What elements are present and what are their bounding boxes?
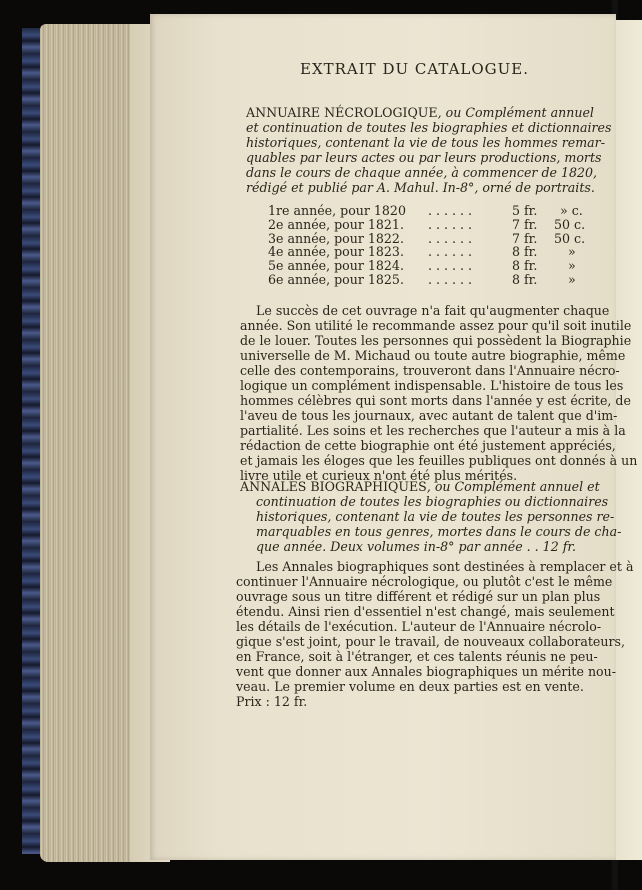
paragraph-line: Le succès de cet ouvrage n'a fait qu'augmenter chaque bbox=[256, 303, 610, 318]
paragraph-line: de le louer. Toutes les personnes qui possèdent la Biographie bbox=[240, 333, 632, 348]
paragraph-line: gique s'est joint, pour le travail, de nouveaux collaborateurs, bbox=[236, 634, 625, 649]
price-year: 2e année, pour 1821. bbox=[268, 216, 404, 232]
price-line: Prix : 12 fr. bbox=[236, 694, 308, 709]
annales-line: historiques, contenant la vie de toutes les personnes re- bbox=[256, 509, 615, 524]
price-year: 5e année, pour 1824. bbox=[268, 258, 404, 274]
annales-entry bbox=[240, 480, 600, 495]
price-table bbox=[268, 204, 588, 287]
annales-line: , ou Complément annuel et bbox=[426, 479, 600, 494]
annuaire-line: , ou Complément annuel bbox=[437, 105, 594, 120]
price-year: 1re année, pour 1820 bbox=[268, 203, 406, 218]
paragraph-line: étendu. Ainsi rien d'essentiel n'est changé, mais seulement bbox=[236, 604, 615, 619]
price-cents: » c. bbox=[560, 203, 583, 218]
price-row bbox=[268, 273, 588, 287]
annuaire-line: quables par leurs actes ou par leurs productions, morts bbox=[246, 150, 602, 165]
paragraph-line: en France, soit à l'étranger, et ces talents réunis ne peu- bbox=[236, 649, 598, 664]
price-row bbox=[268, 259, 588, 273]
paragraph-line: et jamais les éloges que les feuilles publiques ont donnés à un bbox=[240, 453, 638, 468]
paragraph-line: logique un complément indispensable. L'histoire de tous les bbox=[240, 378, 624, 393]
price-row bbox=[268, 232, 588, 246]
annuaire-line: dans le cours de chaque année, à commencer de 1820, bbox=[246, 165, 598, 180]
price-francs: 7 fr. bbox=[512, 230, 538, 246]
price-dots: . . . . . . bbox=[428, 203, 473, 218]
paragraph-line: l'aveu de tous les journaux, avec autant de talent que d'im- bbox=[240, 408, 618, 423]
annuaire-title: ANNUAIRE NÉCROLOGIQUE bbox=[246, 105, 438, 120]
price-cents: » bbox=[568, 271, 576, 287]
paragraph-line: universelle de M. Michaud ou toute autre biographie, même bbox=[240, 348, 626, 363]
price-year: 6e année, pour 1825. bbox=[268, 271, 404, 287]
paragraph-line: année. Son utilité le recommande assez pour qu'il soit inutile bbox=[240, 318, 632, 333]
price-row bbox=[268, 204, 588, 218]
paragraph-line: les détails de l'exécution. L'auteur de l'Annuaire nécrolo- bbox=[236, 619, 602, 634]
paragraph-line: continuer l'Annuaire nécrologique, ou plutôt c'est le même bbox=[236, 574, 613, 589]
price-dots: . . . . . . bbox=[428, 244, 473, 260]
price-dots: . . . . . . bbox=[428, 271, 473, 287]
paragraph-line: hommes célèbres qui sont morts dans l'année y est écrite, de bbox=[240, 393, 631, 408]
annuaire-entry bbox=[246, 106, 594, 121]
price-francs: 5 fr. bbox=[512, 203, 538, 218]
price-cents: » bbox=[568, 258, 576, 274]
annales-line: continuation de toutes les biographies ou dictionnaires bbox=[256, 494, 609, 509]
paragraph-line: Les Annales biographiques sont destinées à remplacer et à bbox=[256, 559, 634, 574]
facing-page bbox=[616, 20, 642, 860]
paragraph-line: rédaction de cette biographie ont été justement appréciés, bbox=[240, 438, 616, 453]
price-dots: . . . . . . bbox=[428, 258, 473, 274]
price-francs: 8 fr. bbox=[512, 244, 538, 260]
price-dots: . . . . . . bbox=[428, 230, 473, 246]
price-dots: . . . . . . bbox=[428, 216, 473, 232]
price-row bbox=[268, 245, 588, 259]
paragraph-line: partialité. Les soins et les recherches que l'auteur a mis à la bbox=[240, 423, 626, 438]
price-year: 3e année, pour 1822. bbox=[268, 230, 404, 246]
paragraph-line: vent que donner aux Annales biographiques un mérite nou- bbox=[236, 664, 617, 679]
price-row bbox=[268, 218, 588, 232]
price-cents: 50 c. bbox=[554, 216, 586, 232]
book-binding bbox=[22, 28, 42, 854]
price-francs: 8 fr. bbox=[512, 258, 538, 274]
annales-title: ANNALES BIOGRAPHIQUES bbox=[240, 479, 427, 494]
paragraph-line: veau. Le premier volume en deux parties est en vente. bbox=[236, 679, 584, 694]
annuaire-line: rédigé et publié par A. Mahul. In-8°, orné de portraits. bbox=[246, 180, 595, 195]
price-francs: 8 fr. bbox=[512, 271, 538, 287]
paragraph-line: ouvrage sous un titre différent et rédigé sur un plan plus bbox=[236, 589, 601, 604]
annuaire-line: historiques, contenant la vie de tous les hommes remar- bbox=[246, 135, 605, 150]
paragraph-line: celle des contemporains, trouveront dans l'Annuaire nécro- bbox=[240, 363, 620, 378]
annales-line: que année. Deux volumes in-8° par année . . 12 fr. bbox=[256, 539, 577, 554]
price-cents: » bbox=[568, 244, 576, 260]
price-year: 4e année, pour 1823. bbox=[268, 244, 404, 260]
page-heading: EXTRAIT DU CATALOGUE. bbox=[300, 60, 530, 78]
price-cents: 50 c. bbox=[554, 230, 586, 246]
annales-line: marquables en tous genres, mortes dans le cours de cha- bbox=[256, 524, 622, 539]
annuaire-line: et continuation de toutes les biographies et dictionnaires bbox=[246, 120, 612, 135]
price-francs: 7 fr. bbox=[512, 216, 538, 232]
paragraph-line: livre utile et curieux n'ont été plus mérités. bbox=[240, 468, 518, 483]
